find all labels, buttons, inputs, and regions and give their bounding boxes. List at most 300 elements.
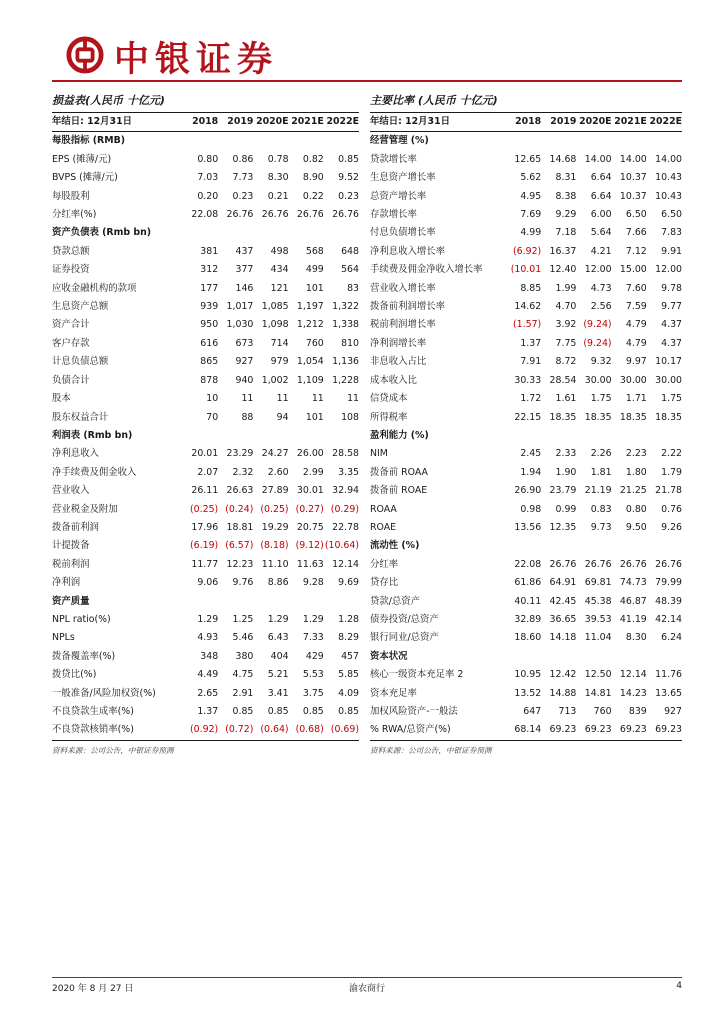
cell-value: 0.78 [267,153,289,165]
table-row [370,611,682,629]
row-label: BVPS (摊薄/元) [52,172,118,184]
cell-value: 9.28 [302,577,324,589]
cell-value [324,427,359,445]
row-label: 拨备前 ROAA [370,466,428,478]
cell-value: 377 [235,264,254,276]
row-label: 总资产增长率 [370,190,427,202]
cell-value [506,648,541,666]
cell-value: 6.64 [590,172,612,184]
table-row [52,721,359,740]
row-label: 净手续费及佣金收入 [52,466,137,478]
row-label: EPS (摊薄/元) [52,153,112,165]
cell-value: 26.76 [655,558,682,570]
cell-value [541,648,576,666]
cell-value [612,132,647,151]
table-row [370,169,682,187]
table-row [52,151,359,169]
cell-value [324,224,359,242]
cell-value: 14.88 [549,687,577,699]
cell-value: 564 [341,264,359,276]
row-label: NPL ratio(%) [52,613,111,625]
cell-value [647,648,682,666]
cell-value: 0.85 [338,153,359,165]
cell-value: 4.09 [338,687,359,699]
cell-value: 18.81 [226,521,254,533]
cell-value: 5.62 [520,172,542,184]
cell-value: 2.07 [197,466,219,478]
cell-value: 7.33 [302,632,324,644]
cell-value: 69.23 [647,721,682,740]
cell-value: 30.00 [655,374,682,386]
cell-value: 616 [200,337,219,349]
cell-value: 18.35 [655,411,682,423]
cell-value [253,132,288,151]
cell-value: 4.73 [590,282,612,294]
cell-value: 1,228 [332,374,359,386]
cell-value: 12.00 [655,264,682,276]
cell-value: 1.72 [520,393,542,405]
column-header-year: 2019 [541,113,576,132]
cell-value: 69.23 [576,721,611,740]
cell-value: 0.80 [625,503,647,515]
cell-value [218,593,253,611]
column-header-label: 年结日: 12月31日 [52,113,183,132]
cell-value: 14.68 [549,153,577,165]
cell-value: 1,109 [296,374,324,386]
cell-value: 865 [200,356,219,368]
cell-value: 79.99 [655,577,682,589]
row-label: 债券投资/总资产 [370,613,439,625]
table-row [52,482,359,500]
column-header-year: 2021E [612,113,647,132]
cell-value: (6.19) [190,540,219,552]
cell-value: 16.37 [549,245,577,257]
cell-value: 5.64 [590,227,612,239]
cell-value: 979 [270,356,289,368]
report-date: 2020 年 8 月 27 日 [52,984,134,994]
cell-value: 14.00 [584,153,612,165]
table-row [370,445,682,463]
row-label: 利润表 (Rmb bn) [52,429,133,441]
cell-value: 45.38 [584,595,612,607]
cell-value: 6.50 [661,209,682,221]
cell-value: 457 [341,650,359,662]
cell-value: 41.19 [619,613,647,625]
cell-value: 5.21 [267,669,289,681]
cell-value: (9.24) [583,319,612,331]
cell-value: (0.29) [330,503,359,515]
cell-value [183,132,218,151]
cell-value: 1,054 [296,356,324,368]
cell-value [647,537,682,555]
column-header-year: 2019 [218,113,253,132]
row-label: 加权风险资产-一般法 [370,706,458,717]
table-row [370,409,682,427]
table-row [52,372,359,390]
row-label: 计提拨备 [52,540,90,552]
cell-value: 312 [200,264,219,276]
cell-value [324,593,359,611]
row-label: 资产质量 [52,595,90,607]
cell-value: 0.82 [302,153,324,165]
cell-value: 9.26 [661,521,682,533]
table-row [52,703,359,721]
cell-value: 7.12 [625,245,647,257]
cell-value: 18.35 [619,411,647,423]
cell-value: 1.61 [555,393,577,405]
cell-value: 9.06 [197,577,219,589]
cell-value: 1.90 [555,466,577,478]
cell-value: 32.89 [514,613,542,625]
table-row [370,593,682,611]
cell-value: 1.81 [590,466,612,478]
cell-value: 74.73 [619,577,647,589]
cell-value: 9.77 [661,301,682,313]
table-row [52,556,359,574]
cell-value [576,648,611,666]
row-label: 股东权益合计 [52,411,109,423]
cell-value: 24.27 [261,448,289,460]
cell-value: 64.91 [549,577,577,589]
row-label: NIM [370,448,388,460]
cell-value [289,427,324,445]
cell-value: 0.98 [520,503,542,515]
cell-value: 2.56 [590,301,612,313]
cell-value: 30.33 [514,374,542,386]
cell-value: 9.76 [232,577,254,589]
cell-value: (0.64) [253,721,288,740]
cell-value: (6.57) [225,540,254,552]
cell-value: 9.69 [338,577,359,589]
footer-divider [52,977,682,978]
table-row [370,188,682,206]
cell-value: (1.57) [513,319,542,331]
cell-value: 927 [235,356,254,368]
cell-value: 8.85 [520,282,542,294]
cell-value: 404 [270,650,289,662]
cell-value: 10.37 [619,172,647,184]
cell-value: 2.45 [520,448,542,460]
row-label: 核心一级资本充足率 2 [370,669,464,681]
cell-value: 4.79 [625,319,647,331]
cell-value: 39.53 [584,613,612,625]
cell-value [218,427,253,445]
cell-value: 28.58 [332,448,359,460]
cell-value: 0.83 [590,503,612,515]
cell-value: 0.99 [555,503,577,515]
cell-value: 1.37 [197,706,219,717]
cell-value: 1.99 [555,282,577,294]
cell-value [218,132,253,151]
cell-value: 23.79 [549,485,577,497]
cell-value: (0.92) [183,721,218,740]
cell-value: 0.21 [267,190,289,202]
cell-value: 1,030 [226,319,254,331]
table-row [370,666,682,684]
cell-value: 83 [347,282,359,294]
cell-value: 13.52 [514,687,542,699]
table-row [370,372,682,390]
row-label: 盈利能力 (%) [370,429,429,441]
table-row [370,464,682,482]
cell-value: 26.76 [619,558,647,570]
cell-value: 381 [200,245,219,257]
row-label: 分红率 [370,558,399,570]
cell-value: 1,197 [296,301,324,313]
row-label: 税前利润增长率 [370,319,436,331]
row-label: NPLs [52,632,75,644]
row-label: 拨备覆盖率(%) [52,650,116,662]
cell-value [324,132,359,151]
table-row [52,445,359,463]
cell-value: 10 [206,393,219,405]
cell-value [541,427,576,445]
table-row [52,629,359,647]
cell-value: 8.72 [555,356,577,368]
table-row [52,611,359,629]
cell-value: 20.75 [296,521,324,533]
cell-value: 2.22 [661,448,682,460]
cell-value: 429 [305,650,324,662]
cell-value: 12.65 [514,153,542,165]
cell-value: 8.29 [338,632,359,644]
cell-value: (0.25) [260,503,289,515]
cell-value: 1,085 [261,301,289,313]
cell-value: 4.37 [661,337,682,349]
cell-value: 3.92 [555,319,577,331]
table-row [52,169,359,187]
row-label: 贷存比 [370,577,399,589]
cell-value: 11.77 [191,558,219,570]
cell-value: 48.39 [655,595,682,607]
cell-value: 927 [664,706,682,717]
row-label: 拨备前利润 [52,521,99,533]
table-row [52,261,359,279]
row-label: 资本状况 [370,650,408,662]
row-label: 生息资产总额 [52,301,109,313]
cell-value: 7.18 [555,227,577,239]
cell-value: 11 [347,393,359,405]
cell-value: 11.10 [261,558,289,570]
cell-value: 177 [200,282,219,294]
row-label: 分红率(%) [52,209,97,221]
section-header-row [52,132,359,151]
cell-value: (0.68) [289,721,324,740]
header-divider [52,80,682,82]
cell-value: (0.25) [190,503,219,515]
cell-value: 9.50 [625,521,647,533]
cell-value: 4.70 [555,301,577,313]
cell-value: 1.28 [338,613,359,625]
cell-value [612,427,647,445]
column-header-year: 2022E [324,113,359,132]
row-label: 股本 [52,393,71,405]
cell-value: 12.40 [549,264,577,276]
cell-value: 30.00 [619,374,647,386]
cell-value: 7.59 [625,301,647,313]
cell-value: (8.18) [260,540,289,552]
cell-value [576,537,611,555]
cell-value: 69.23 [541,721,576,740]
cell-value: 647 [523,706,542,717]
cell-value: 7.60 [625,282,647,294]
cell-value: 498 [270,245,289,257]
cell-value: 22.08 [514,558,542,570]
cell-value: 1,017 [226,301,254,313]
cell-value [183,593,218,611]
column-header-year: 2020E [576,113,611,132]
cell-value: 8.38 [555,190,577,202]
cell-value: (9.12) [295,540,324,552]
cell-value: 810 [341,337,359,349]
cell-value: 0.85 [338,706,359,717]
cell-value: 673 [235,337,254,349]
cell-value: 1.94 [520,466,542,478]
table-row [52,188,359,206]
cell-value: 14.00 [655,153,682,165]
cell-value: 26.11 [191,485,219,497]
cell-value [289,132,324,151]
cell-value: 3.75 [302,687,324,699]
cell-value: 9.29 [555,209,577,221]
table-row [52,464,359,482]
cell-value: 1.25 [232,613,254,625]
cell-value: 9.73 [590,521,612,533]
cell-value [647,132,682,151]
column-header-year: 2021E [289,113,324,132]
table-row [52,243,359,261]
cell-value: (0.27) [295,503,324,515]
table-row [52,666,359,684]
table-row [370,685,682,703]
table-row [370,335,682,353]
cell-value: 0.76 [661,503,682,515]
cell-value: 14.00 [619,153,647,165]
cell-value: 46.87 [619,595,647,607]
cell-value: (0.69) [324,721,359,740]
cell-value: 9.97 [625,356,647,368]
cell-value: 1,098 [261,319,289,331]
cell-value: 69.81 [584,577,612,589]
cell-value: 7.75 [555,337,577,349]
row-label: 资本充足率 [370,687,417,699]
row-label: 净利息收入增长率 [370,245,446,257]
row-label: 计息负债总额 [52,356,109,368]
cell-value [612,537,647,555]
row-label: 手续费及佣金净收入增长率 [370,264,483,276]
cell-value: 1,002 [261,374,289,386]
section-header-row [52,224,359,242]
cell-value: 0.86 [232,153,254,165]
brand-name: 中银证券 [114,40,279,80]
cell-value: 11.63 [296,558,324,570]
row-label: 营业税金及附加 [52,503,118,515]
cell-value: (10.64) [324,540,359,552]
section-header-row [370,427,682,445]
cell-value: 0.23 [338,190,359,202]
cell-value: 21.25 [619,485,647,497]
table-row [52,409,359,427]
cell-value: 4.99 [520,227,542,239]
cell-value: 15.00 [619,264,647,276]
table-row [52,648,359,666]
cell-value: 42.45 [549,595,577,607]
source-note: 资料来源：公司公告，中银证券预测 [52,745,174,755]
row-label: 经营管理 (%) [370,135,429,147]
table-row [52,353,359,371]
table-row [370,703,682,721]
table-row [52,519,359,537]
cell-value: 0.23 [232,190,254,202]
cell-value: 23.29 [226,448,254,460]
cell-value: 648 [341,245,359,257]
cell-value: 12.00 [584,264,612,276]
cell-value: 13.65 [655,687,682,699]
cell-value: 26.76 [549,558,577,570]
cell-value: 40.11 [514,595,542,607]
cell-value: 878 [200,374,219,386]
cell-value [612,648,647,666]
cell-value: 499 [305,264,324,276]
cell-value: 0.85 [302,706,324,717]
table-row [370,519,682,537]
table-row [52,335,359,353]
cell-value: 1.29 [197,613,219,625]
cell-value: 22.08 [191,209,219,221]
cell-value: 8.86 [267,577,289,589]
cell-value [289,593,324,611]
cell-value: 8.90 [302,172,324,184]
cell-value: 1.71 [625,393,647,405]
cell-value: 26.63 [226,485,254,497]
row-label: % RWA/总资产(%) [370,721,506,740]
cell-value [576,132,611,151]
cell-value [541,537,576,555]
cell-value: 2.26 [590,448,612,460]
cell-value: 26.76 [584,558,612,570]
cell-value: 14.62 [514,301,542,313]
cell-value: 69.23 [612,721,647,740]
row-label: 贷款增长率 [370,153,417,165]
cell-value: 0.22 [302,190,324,202]
cell-value: 70 [206,411,219,423]
table-row [370,206,682,224]
cell-value: 5.53 [302,669,324,681]
row-label: 所得税率 [370,411,408,423]
cell-value: (0.72) [218,721,253,740]
cell-value: 11 [311,393,324,405]
cell-value: 26.00 [296,448,324,460]
table-row [370,316,682,334]
cell-value: 4.79 [625,337,647,349]
table-row [52,390,359,408]
cell-value: 4.37 [661,319,682,331]
cell-value: 0.85 [267,706,289,717]
cell-value: 26.76 [296,209,324,221]
cell-value: 2.99 [302,466,324,478]
row-label: 不良贷款生成率(%) [52,706,134,717]
cell-value: 4.95 [520,190,542,202]
cell-value: 30.00 [584,374,612,386]
cell-value: 12.14 [619,669,647,681]
cell-value: 760 [593,706,612,717]
table-row [370,151,682,169]
cell-value: 19.29 [261,521,289,533]
row-label: 应收金融机构的款项 [52,282,137,294]
cell-value [218,224,253,242]
table-row [370,629,682,647]
cell-value: 2.32 [232,466,254,478]
